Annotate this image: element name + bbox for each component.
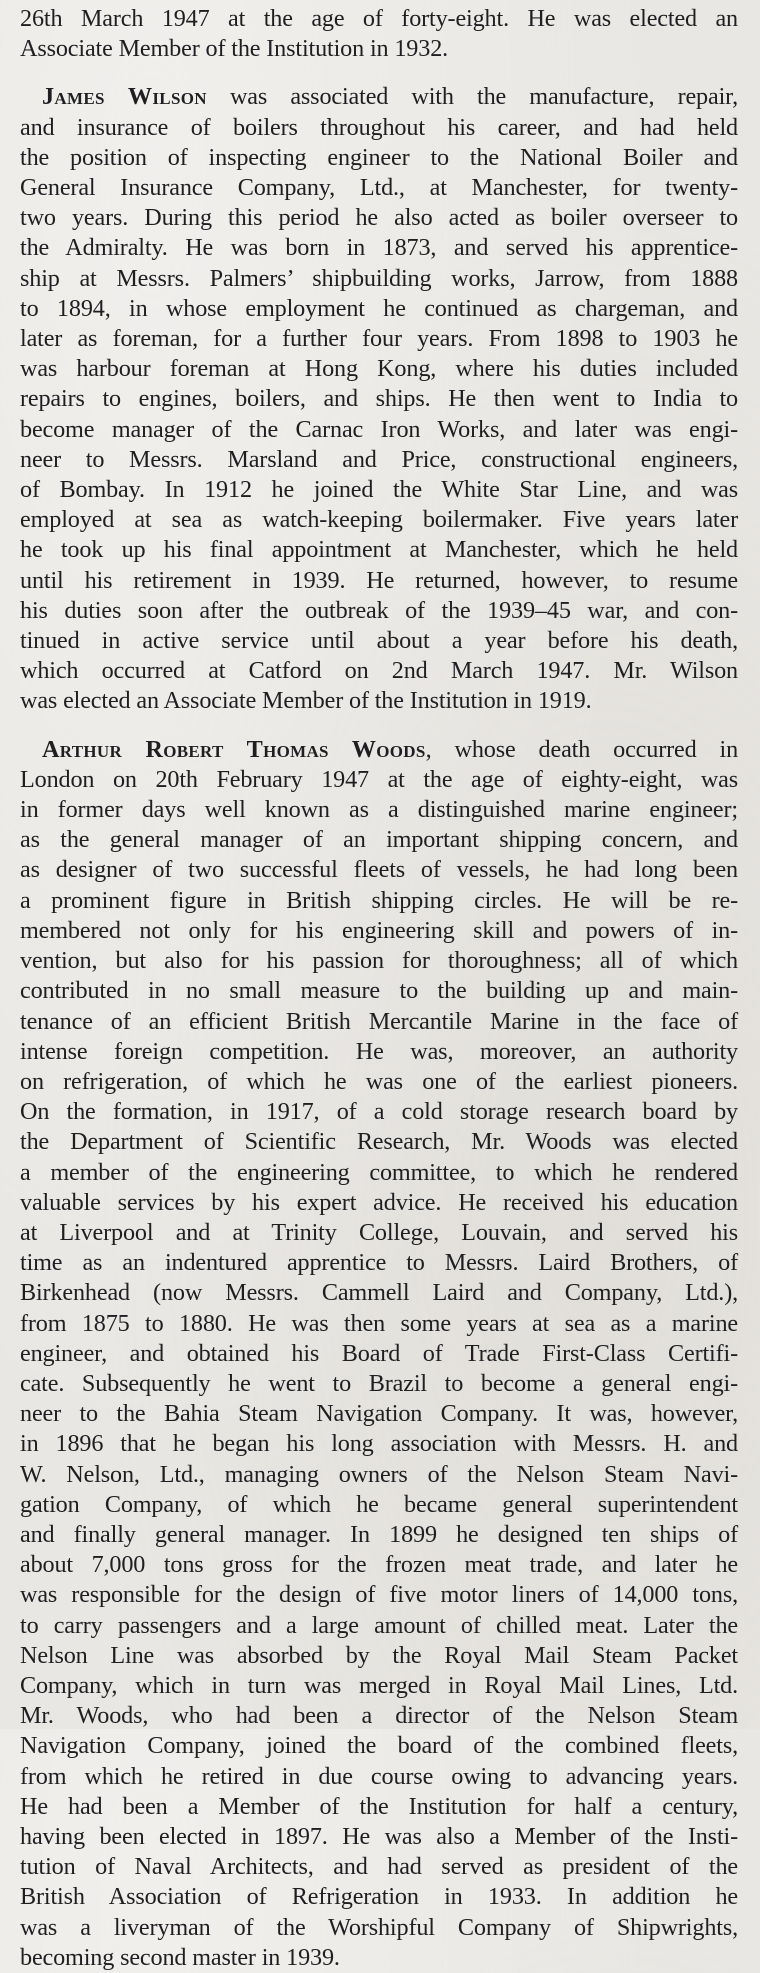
text-line: the Admiralty. He was born in 1873, and served his apprentice- bbox=[20, 234, 738, 262]
text-line: to 1894, in whose employment he continued as chargeman, and bbox=[20, 294, 738, 322]
text-line: the position of inspecting engineer to the National Boiler and bbox=[20, 143, 738, 171]
text-line: London on 20th February 1947 at the age of eighty-eight, was bbox=[20, 765, 738, 793]
text-line: from which he retired in due course owing to advancing years. bbox=[20, 1762, 738, 1790]
text-line: a prominent figure in British shipping circles. He will be re- bbox=[20, 886, 738, 914]
paragraph-arthur-woods bbox=[20, 735, 738, 1973]
text-line: repairs to engines, boilers, and ships. He then went to India to bbox=[20, 385, 738, 413]
text-line: two years. During this period he also acted as boiler overseer to bbox=[20, 204, 738, 232]
text-line: He had been a Member of the Institution for half a century, bbox=[20, 1792, 738, 1820]
text-line: Birkenhead (now Messrs. Cammell Laird and Company, Ltd.), bbox=[20, 1279, 738, 1307]
text-line: his duties soon after the outbreak of the 1939–45 war, and con- bbox=[20, 596, 738, 624]
document-page bbox=[20, 4, 738, 1973]
text-line: the Department of Scientific Research, Mr. Woods was elected bbox=[20, 1128, 738, 1156]
text-line: gation Company, of which he became general superintendent bbox=[20, 1490, 738, 1518]
text-run: , whose death occurred in bbox=[425, 735, 739, 763]
text-line: tinued in active service until about a year before his death, bbox=[20, 627, 738, 655]
text-line: from 1875 to 1880. He was then some years at sea as a marine bbox=[20, 1309, 738, 1337]
text-line: in former days well known as a distinguished marine engineer; bbox=[20, 796, 738, 824]
text-line: later as foreman, for a further four years. From 1898 to 1903 he bbox=[20, 325, 738, 353]
text-line: Nelson Line was absorbed by the Royal Mail Steam Packet bbox=[20, 1641, 738, 1669]
text-line: tenance of an efficient British Mercantile Marine in the face of bbox=[20, 1007, 738, 1035]
text-line: W. Nelson, Ltd., managing owners of the Nelson Steam Navi- bbox=[20, 1460, 738, 1488]
paragraph-james-wilson bbox=[20, 82, 738, 716]
text-line: at Liverpool and at Trinity College, Louvain, and served his bbox=[20, 1218, 738, 1246]
text-line bbox=[20, 735, 738, 765]
text-line: to carry passengers and a large amount of chilled meat. Later the bbox=[20, 1611, 738, 1639]
text-line: intense foreign competition. He was, moreover, an authority bbox=[20, 1037, 738, 1065]
text-line: British Association of Refrigeration in 1933. In addition he bbox=[20, 1883, 738, 1911]
text-line: was elected an Associate Member of the Institution in 1919. bbox=[20, 687, 592, 715]
text-line: a member of the engineering committee, to which he rendered bbox=[20, 1158, 738, 1186]
person-name: James Wilson bbox=[42, 83, 207, 111]
text-line: neer to Messrs. Marsland and Price, constructional engineers, bbox=[20, 445, 738, 473]
text-line: become manager of the Carnac Iron Works, and later was engi- bbox=[20, 415, 738, 443]
text-line: cate. Subsequently he went to Brazil to become a general engi- bbox=[20, 1369, 738, 1397]
text-line: 26th March 1947 at the age of forty-eight. He was elected an bbox=[20, 5, 738, 32]
text-line: about 7,000 tons gross for the frozen meat trade, and later he bbox=[20, 1551, 738, 1579]
text-line: he took up his final appointment at Manchester, which he held bbox=[20, 536, 738, 564]
person-name: Arthur Robert Thomas Woods bbox=[42, 735, 426, 763]
text-line: tution of Naval Architects, and had served as president of the bbox=[20, 1853, 738, 1881]
text-line: of Bombay. In 1912 he joined the White Star Line, and was bbox=[20, 476, 738, 504]
text-line: in 1896 that he began his long association with Messrs. H. and bbox=[20, 1430, 738, 1458]
text-line: becoming second master in 1939. bbox=[20, 1943, 340, 1971]
text-line: engineer, and obtained his Board of Trade First-Class Certifi- bbox=[20, 1339, 738, 1367]
text-line: ship at Messrs. Palmers’ shipbuilding works, Jarrow, from 1888 bbox=[20, 264, 738, 292]
text-line: valuable services by his expert advice. He received his education bbox=[20, 1188, 738, 1216]
text-line: was responsible for the design of five motor liners of 14,000 tons, bbox=[20, 1581, 738, 1609]
text-line: until his retirement in 1939. He returned, however, to resume bbox=[20, 566, 738, 594]
text-line: On the formation, in 1917, of a cold storage research board by bbox=[20, 1098, 738, 1126]
text-line: having been elected in 1897. He was also a Member of the Insti- bbox=[20, 1822, 738, 1850]
text-line: time as an indentured apprentice to Messrs. Laird Brothers, of bbox=[20, 1249, 738, 1277]
text-line: membered not only for his engineering skill and powers of in- bbox=[20, 916, 738, 944]
text-line: contributed in no small measure to the building up and main- bbox=[20, 977, 738, 1005]
text-line: vention, but also for his passion for thoroughness; all of which bbox=[20, 947, 738, 975]
text-line: as the general manager of an important shipping concern, and bbox=[20, 826, 738, 854]
text-line: Navigation Company, joined the board of the combined fleets, bbox=[20, 1732, 738, 1760]
text-line: was harbour foreman at Hong Kong, where his duties included bbox=[20, 355, 738, 383]
text-line: which occurred at Catford on 2nd March 1947. Mr. Wilson bbox=[20, 657, 738, 685]
text-line: as designer of two successful fleets of vessels, he had long been bbox=[20, 856, 738, 884]
text-line: on refrigeration, of which he was one of the earliest pioneers. bbox=[20, 1067, 738, 1095]
text-line: was a liveryman of the Worshipful Company of Shipwrights, bbox=[20, 1913, 738, 1941]
paragraph-continuation bbox=[20, 4, 738, 64]
text-run: was associated with the manufacture, repair, bbox=[206, 83, 738, 111]
text-line: employed at sea as watch-keeping boilermaker. Five years later bbox=[20, 506, 738, 534]
text-line: Company, which in turn was merged in Royal Mail Lines, Ltd. bbox=[20, 1671, 738, 1699]
text-line: neer to the Bahia Steam Navigation Company. It was, however, bbox=[20, 1400, 738, 1428]
text-line: and finally general manager. In 1899 he designed ten ships of bbox=[20, 1520, 738, 1548]
text-line: Mr. Woods, who had been a director of the Nelson Steam bbox=[20, 1702, 738, 1730]
text-line: and insurance of boilers throughout his career, and had held bbox=[20, 113, 738, 141]
text-line: Associate Member of the Institution in 1932. bbox=[20, 35, 449, 63]
text-line: General Insurance Company, Ltd., at Manchester, for twenty- bbox=[20, 174, 738, 202]
text-line bbox=[20, 82, 738, 112]
